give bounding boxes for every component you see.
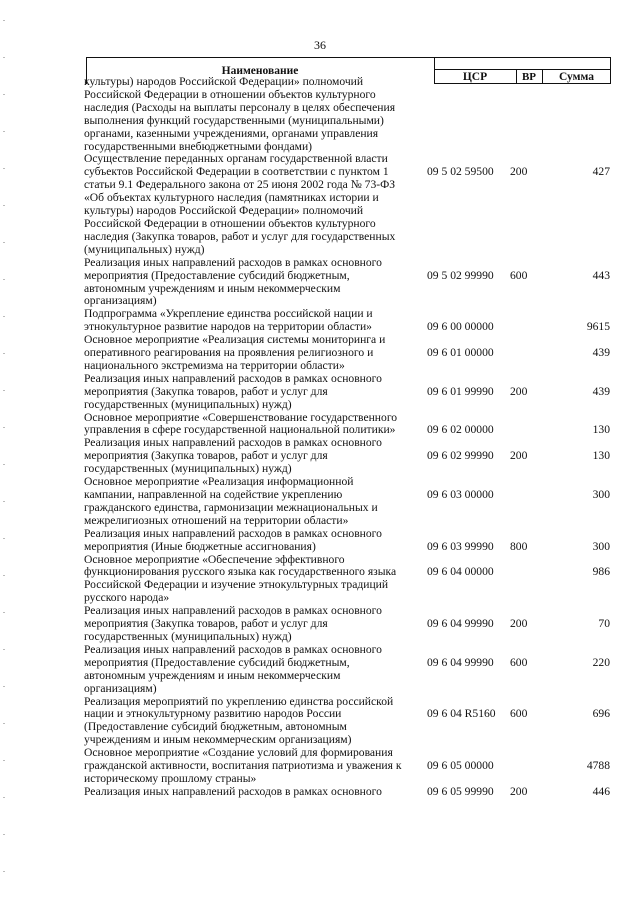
table-row: [84, 747, 614, 786]
row-name: Реализация иных направлений расходов в рамках основного мероприятия (Иные бюджетные ассигнования): [84, 526, 382, 553]
row-name: Реализация иных направлений расходов в рамках основного мероприятия (Закупка товаров, работ и услуг для государственных (муниципальных) нужд): [84, 436, 382, 476]
row-sum: 439: [592, 346, 610, 360]
table-row: [84, 605, 614, 644]
table-row: [84, 412, 614, 438]
row-csr: 09 6 01 99990: [427, 384, 494, 398]
row-csr: 09 6 03 99990: [427, 539, 494, 553]
row-name: Основное мероприятие «Реализация системы мониторинга и оперативного реагирования на проявления религиозного и национального экстремизма на территории области»: [84, 333, 386, 372]
row-name: Реализация иных направлений расходов в рамках основного: [84, 784, 382, 798]
row-sum: 220: [592, 655, 610, 669]
row-csr: 09 6 05 99990: [427, 784, 494, 798]
row-vr: 200: [510, 617, 528, 631]
row-name: Основное мероприятие «Обеспечение эффективного функционирования русского языка как государственного языка Российской Федерации и изучение этнокультурных традиций русского народа»: [84, 552, 397, 605]
row-csr: 09 5 02 99990: [427, 268, 494, 282]
row-vr: 200: [510, 784, 528, 798]
row-name: Основное мероприятие «Совершенствование государственного управления в сфере государственной национальной политики»: [84, 410, 398, 437]
table-row: [84, 437, 614, 476]
header-name: Наименование: [221, 65, 299, 77]
table-row: [84, 528, 614, 554]
row-csr: 09 6 01 00000: [427, 346, 494, 360]
row-vr: 600: [510, 655, 528, 669]
table-row: [84, 476, 614, 528]
table-row: [84, 308, 614, 334]
row-name: культуры) народов Российской Федерации» полномочий Российской Федерации в отношении объектов культурного наследия (Расходы на выплаты персоналу в целях обеспечения выполнения функций государственными (муниципальными) органами, казенными учреждениями, органами управления государственными внебюджетными фондами): [84, 75, 396, 153]
row-name: Реализация иных направлений расходов в рамках основного мероприятия (Закупка товаров, работ и услуг для государственных (муниципальных) нужд): [84, 371, 382, 411]
header-vr: ВР: [521, 71, 537, 83]
table-row: [84, 373, 614, 412]
row-vr: 200: [510, 384, 528, 398]
row-vr: 600: [510, 268, 528, 282]
row-csr: 09 6 02 99990: [427, 449, 494, 463]
row-name: Осуществление переданных органам государственной власти субъектов Российской Федерации в соответствии с пунктом 1 статьи 9.1 Федерального закона от 25 июня 2002 года № 73-ФЗ «Об объектах культурного наследия (памятниках истории и культуры) народов Российской Федерации» полномочий Российской Федерации в отношении объектов культурного наследия (Закупка товаров, работ и услуг для государственных (муниципальных) нужд): [84, 152, 396, 256]
row-csr: 09 6 04 00000: [427, 565, 494, 579]
row-csr: 09 6 00 00000: [427, 320, 494, 334]
row-sum: 986: [592, 565, 610, 579]
row-sum: 439: [592, 384, 610, 398]
row-name: Основное мероприятие «Создание условий для формирования гражданской активности, воспитания патриотизма и уважения к историческому прошлому страны»: [84, 746, 402, 785]
table-row: [84, 334, 614, 373]
row-sum: 443: [592, 268, 610, 282]
table-body: [84, 76, 614, 799]
table-row: [84, 76, 614, 153]
row-vr: 200: [510, 449, 528, 463]
row-csr: 09 6 04 99990: [427, 617, 494, 631]
row-sum: 300: [592, 539, 610, 553]
row-csr: 09 6 04 99990: [427, 655, 494, 669]
table-row: [84, 554, 614, 606]
row-sum: 130: [592, 423, 610, 437]
row-vr: 600: [510, 707, 528, 721]
row-sum: 70: [598, 617, 610, 631]
row-csr: 09 6 05 00000: [427, 759, 494, 773]
row-sum: 446: [592, 784, 610, 798]
row-name: Реализация мероприятий по укреплению единства российской нации и этнокультурному развитию народов России (Предоставление субсидий бюджетным, автономным учреждениям и иным некоммерческим организациям): [84, 694, 394, 747]
row-sum: 427: [592, 165, 610, 179]
row-vr: 800: [510, 539, 528, 553]
row-sum: 4788: [586, 759, 610, 773]
header-csr: ЦСР: [462, 71, 488, 83]
row-name: Реализация иных направлений расходов в рамках основного мероприятия (Предоставление субсидий бюджетным, автономным учреждениям и иным некоммерческим организациям): [84, 255, 382, 308]
header-mid-rule: [434, 69, 611, 70]
row-sum: 300: [592, 487, 610, 501]
row-name: Основное мероприятие «Реализация информационной кампании, направленной на содействие укреплению гражданского единства, гармонизации межнациональных и межрелигиозных отношений на территории области»: [84, 475, 378, 527]
row-sum: 130: [592, 449, 610, 463]
row-csr: 09 6 03 00000: [427, 487, 494, 501]
table-row: [84, 257, 614, 309]
table-row: [84, 644, 614, 696]
row-vr: 200: [510, 165, 528, 179]
row-csr: 09 6 02 00000: [427, 423, 494, 437]
row-name: Подпрограмма «Укрепление единства российской нации и этнокультурное развитие народов на территории области»: [84, 307, 373, 334]
table-row: [84, 696, 614, 748]
row-name: Реализация иных направлений расходов в рамках основного мероприятия (Закупка товаров, работ и услуг для государственных (муниципальных) нужд): [84, 604, 382, 643]
table-row: [84, 153, 614, 256]
row-csr: 09 6 04 R5160: [427, 707, 496, 721]
scan-edge-marks: [3, 0, 9, 905]
page-number: 36: [314, 38, 326, 52]
header-sum: Сумма: [559, 71, 594, 83]
row-name: Реализация иных направлений расходов в рамках основного мероприятия (Предоставление субсидий бюджетным, автономным учреждениям и иным некоммерческим организациям): [84, 642, 382, 695]
table-row: [84, 786, 614, 799]
header-top-rule: [86, 57, 611, 58]
row-csr: 09 5 02 59500: [427, 165, 494, 179]
row-sum: 9615: [586, 320, 610, 334]
row-sum: 696: [592, 707, 610, 721]
